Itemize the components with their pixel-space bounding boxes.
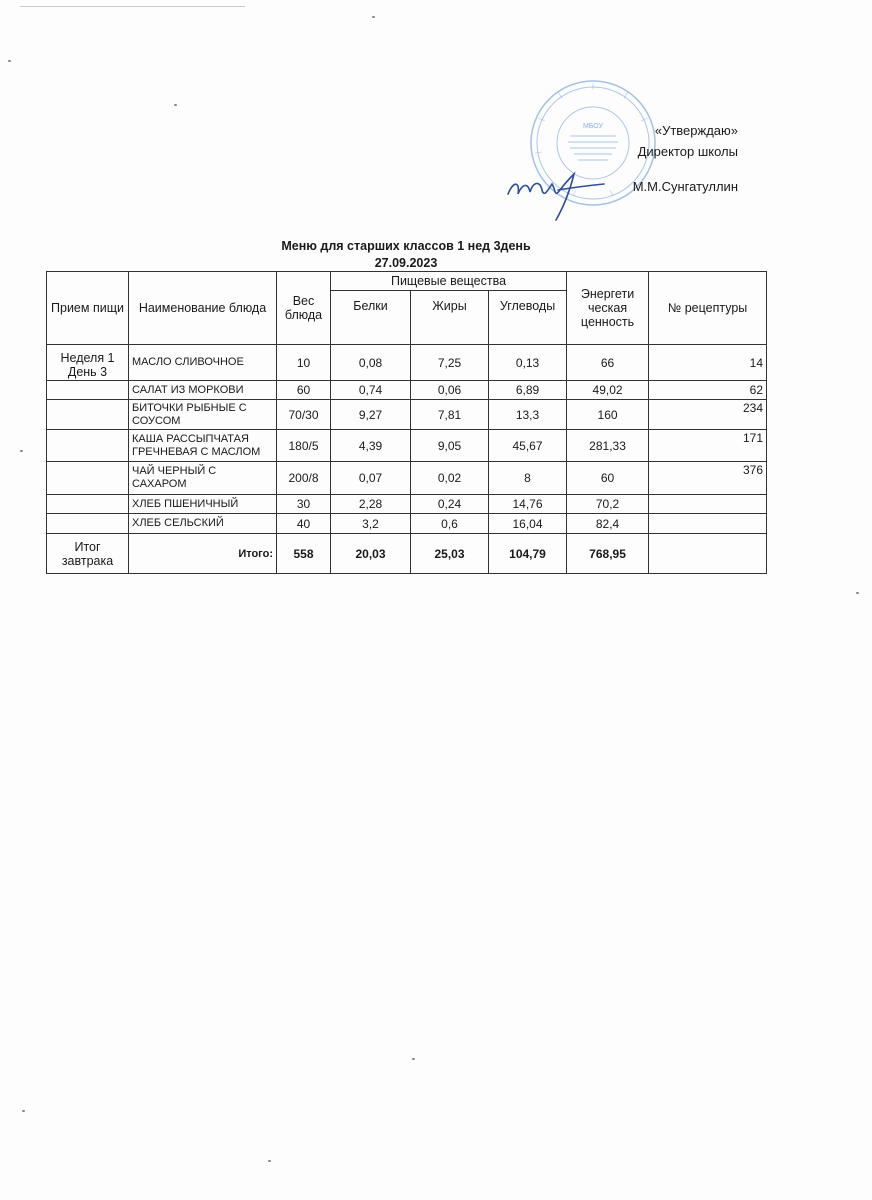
header-protein: Белки (331, 291, 411, 345)
header-nutrients: Пищевые вещества (331, 272, 567, 291)
header-fat: Жиры (411, 291, 489, 345)
meal-empty-cell (47, 400, 129, 430)
dish-name: ЧАЙ ЧЕРНЫЙ С САХАРОМ (129, 462, 277, 495)
total-weight: 558 (277, 534, 331, 574)
dish-protein: 4,39 (331, 430, 411, 462)
dish-fat: 7,25 (411, 345, 489, 381)
dish-recipe: 234 (649, 400, 767, 430)
dish-recipe: 376 (649, 462, 767, 495)
scan-speck (856, 592, 859, 594)
total-energy: 768,95 (567, 534, 649, 574)
dish-carbs: 6,89 (489, 381, 567, 400)
dish-carbs: 0,13 (489, 345, 567, 381)
dish-fat: 0,6 (411, 514, 489, 534)
dish-fat: 7,81 (411, 400, 489, 430)
dish-fat: 0,24 (411, 495, 489, 514)
scan-speck (20, 450, 23, 452)
dish-carbs: 16,04 (489, 514, 567, 534)
meal-empty-cell (47, 514, 129, 534)
scan-speck (372, 16, 375, 18)
dish-weight: 10 (277, 345, 331, 381)
approval-line-1: «Утверждаю» (654, 123, 738, 138)
header-dish: Наименование блюда (129, 272, 277, 345)
dish-energy: 281,33 (567, 430, 649, 462)
dish-energy: 70,2 (567, 495, 649, 514)
total-carbs: 104,79 (489, 534, 567, 574)
meal-empty-cell (47, 381, 129, 400)
meal-empty-cell (47, 495, 129, 514)
approval-line-3: М.М.Сунгатуллин (632, 179, 738, 194)
dish-protein: 9,27 (331, 400, 411, 430)
scan-speck (22, 1110, 25, 1112)
dish-weight: 60 (277, 381, 331, 400)
approval-block (633, 120, 738, 197)
dish-protein: 3,2 (331, 514, 411, 534)
dish-fat: 0,02 (411, 462, 489, 495)
scan-speck (412, 1058, 415, 1060)
header-energy: Энергети ческая ценность (567, 272, 649, 345)
dish-energy: 49,02 (567, 381, 649, 400)
dish-energy: 66 (567, 345, 649, 381)
dish-name: ХЛЕБ ПШЕНИЧНЫЙ (129, 495, 277, 514)
dish-recipe (649, 495, 767, 514)
dish-weight: 70/30 (277, 400, 331, 430)
dish-name: ХЛЕБ СЕЛЬСКИЙ (129, 514, 277, 534)
dish-weight: 30 (277, 495, 331, 514)
meal-empty-cell (47, 462, 129, 495)
stamp-center-text: МБОУ (582, 123, 604, 130)
meal-label: Неделя 1 День 3 (47, 345, 129, 381)
dish-energy: 160 (567, 400, 649, 430)
header-meal: Прием пищи (47, 272, 129, 345)
dish-fat: 0,06 (411, 381, 489, 400)
dish-protein: 0,08 (331, 345, 411, 381)
dish-energy: 82,4 (567, 514, 649, 534)
total-fat: 25,03 (411, 534, 489, 574)
menu-table (46, 271, 767, 574)
header-recipe: № рецептуры (649, 272, 767, 345)
dish-fat: 9,05 (411, 430, 489, 462)
scan-speck (174, 104, 177, 106)
header-carbs: Углеводы (489, 291, 567, 345)
header-weight: Вес блюда (277, 272, 331, 345)
dish-recipe (649, 514, 767, 534)
dish-name: МАСЛО СЛИВОЧНОЕ (129, 345, 277, 381)
dish-name: БИТОЧКИ РЫБНЫЕ С СОУСОМ (129, 400, 277, 430)
director-signature (500, 160, 610, 230)
dish-name: КАША РАССЫПЧАТАЯ ГРЕЧНЕВАЯ С МАСЛОМ (129, 430, 277, 462)
dish-weight: 40 (277, 514, 331, 534)
dish-weight: 180/5 (277, 430, 331, 462)
meal-empty-cell (47, 430, 129, 462)
dish-carbs: 13,3 (489, 400, 567, 430)
dish-recipe: 171 (649, 430, 767, 462)
dish-energy: 60 (567, 462, 649, 495)
total-label: Итог завтрака (47, 534, 129, 574)
dish-carbs: 14,76 (489, 495, 567, 514)
menu-title: Меню для старших классов 1 нед 3день (281, 239, 531, 253)
dish-recipe: 62 (649, 381, 767, 400)
dish-protein: 0,07 (331, 462, 411, 495)
dish-weight: 200/8 (277, 462, 331, 495)
total-protein: 20,03 (331, 534, 411, 574)
dish-protein: 2,28 (331, 495, 411, 514)
scan-edge-line (20, 6, 245, 7)
dish-carbs: 45,67 (489, 430, 567, 462)
dish-protein: 0,74 (331, 381, 411, 400)
scan-speck (8, 60, 11, 62)
total-recipe-empty (649, 534, 767, 574)
approval-line-2: Директор школы (637, 144, 738, 159)
dish-carbs: 8 (489, 462, 567, 495)
menu-date: 27.09.2023 (374, 256, 438, 270)
scan-speck (268, 1160, 271, 1162)
dish-recipe: 14 (649, 345, 767, 381)
total-caption: Итого: (129, 534, 277, 574)
dish-name: САЛАТ ИЗ МОРКОВИ (129, 381, 277, 400)
